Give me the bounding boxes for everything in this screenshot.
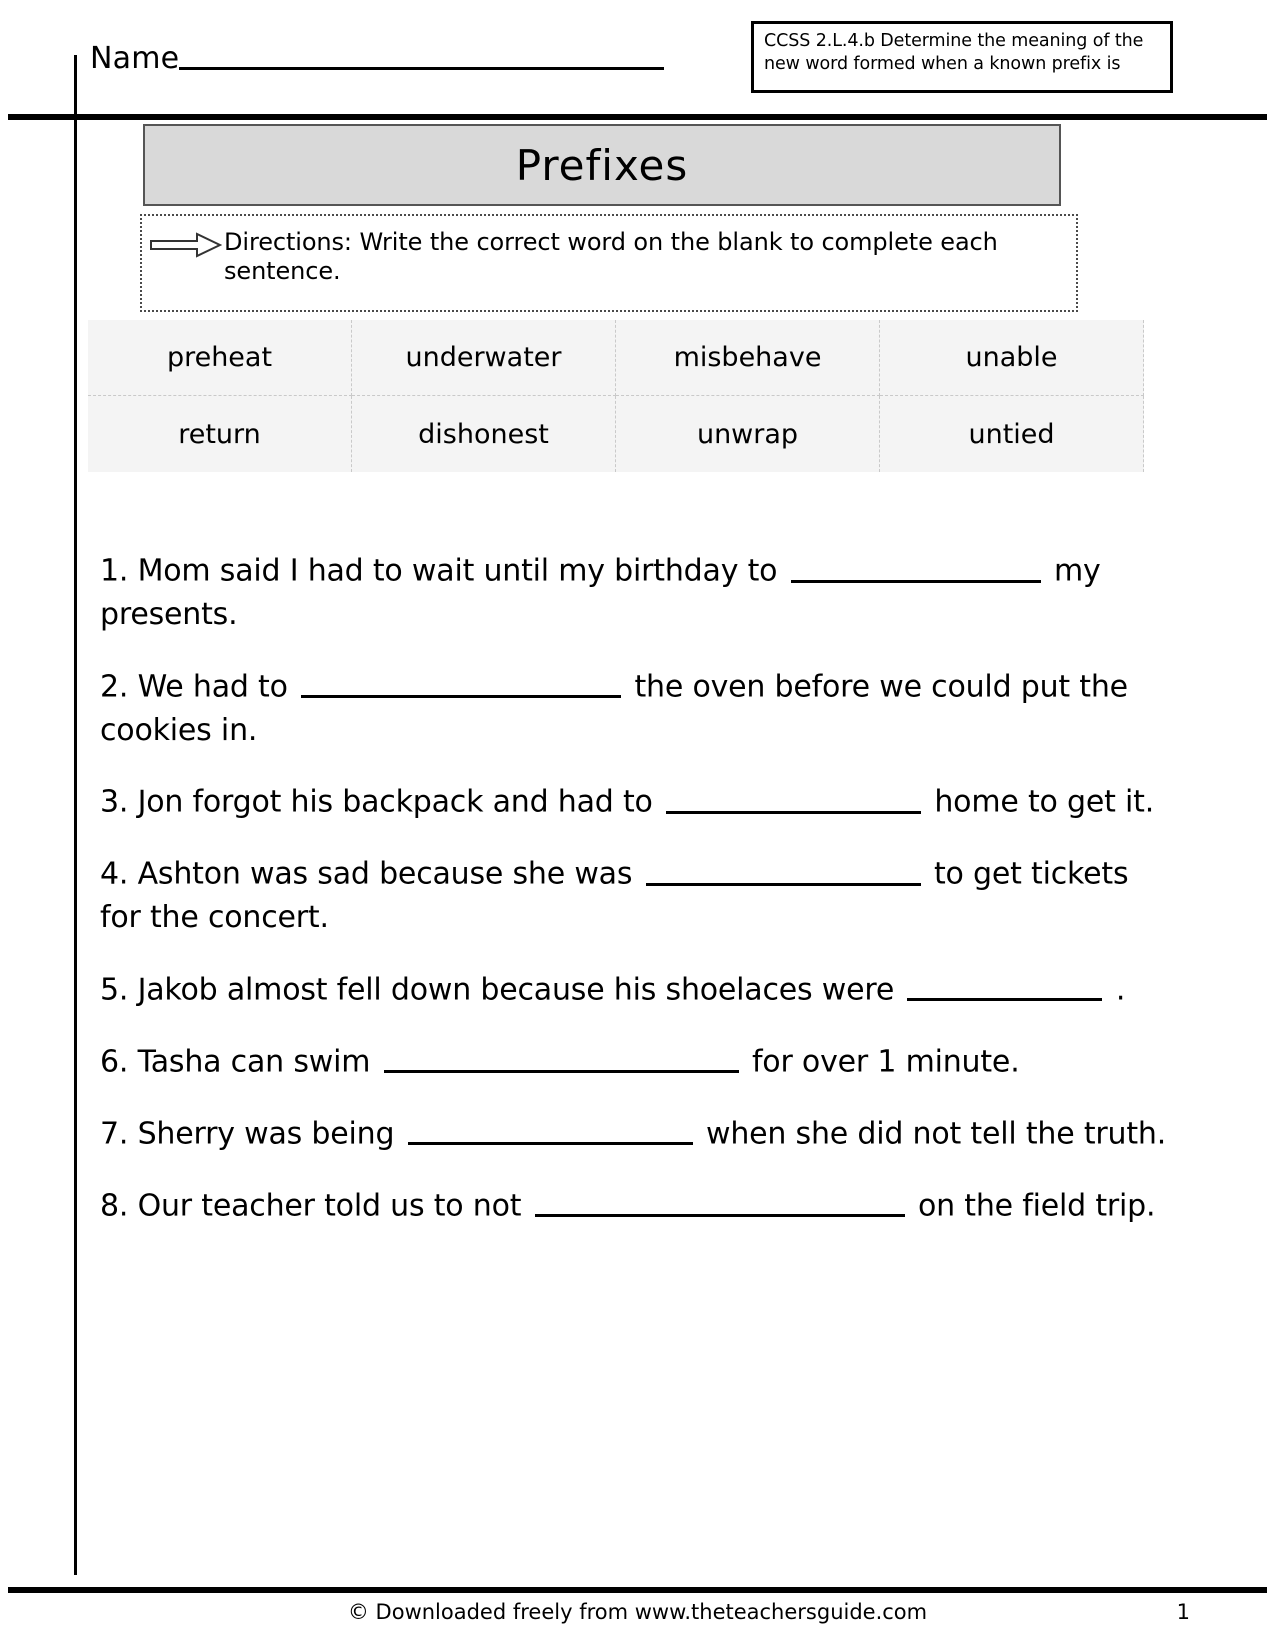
answer-blank[interactable]	[791, 548, 1041, 583]
word-bank-cell[interactable]: misbehave	[616, 320, 880, 396]
answer-blank[interactable]	[408, 1111, 693, 1146]
question-text-after: when she did not tell the truth.	[706, 1116, 1167, 1151]
question-number: 3.	[100, 784, 129, 820]
header-divider-rule	[8, 114, 1267, 120]
answer-blank[interactable]	[535, 1183, 905, 1218]
page-title: Prefixes	[515, 140, 689, 190]
name-field-row	[90, 41, 664, 76]
question-text-before: Tasha can swim	[137, 1044, 371, 1079]
answer-blank[interactable]	[384, 1039, 739, 1074]
answer-blank[interactable]	[907, 967, 1102, 1002]
question-item	[100, 664, 1170, 753]
right-arrow-icon	[150, 232, 222, 262]
question-text-before: We had to	[137, 669, 288, 704]
question-text-after: my presents.	[100, 553, 1101, 632]
question-number: 2.	[100, 669, 129, 704]
name-label: Name	[90, 41, 180, 76]
question-text-before: Ashton was sad because she was	[137, 856, 633, 892]
question-text-before: Jon forgot his backpack and had to	[137, 784, 653, 820]
question-text-after: for over 1 minute.	[751, 1044, 1020, 1079]
left-margin-rule	[74, 55, 77, 1575]
word-bank-cell[interactable]: return	[88, 396, 352, 472]
directions-box	[140, 214, 1078, 312]
question-text-after: to get tickets for the concert.	[100, 856, 1129, 935]
question-item	[100, 1039, 1170, 1084]
question-item	[100, 851, 1170, 940]
question-number: 6.	[100, 1044, 129, 1079]
word-bank-cell[interactable]: dishonest	[352, 396, 616, 472]
question-number: 8.	[100, 1188, 129, 1223]
ccss-standard-text: CCSS 2.L.4.b Determine the meaning of the new word formed when a known prefix is	[764, 31, 1144, 75]
name-input-blank[interactable]	[179, 67, 664, 70]
questions-list	[100, 548, 1170, 1255]
answer-blank[interactable]	[666, 779, 921, 814]
word-bank-table	[88, 320, 1144, 472]
question-text-after: home to get it.	[934, 784, 1155, 820]
question-item	[100, 779, 1170, 824]
question-text-before: Our teacher told us to not	[137, 1188, 522, 1223]
question-item	[100, 1183, 1170, 1228]
question-text-before: Sherry was being	[137, 1116, 395, 1151]
directions-text: Directions: Write the correct word on the blank to complete each sentence.	[224, 228, 998, 285]
answer-blank[interactable]	[646, 851, 921, 886]
question-item	[100, 1111, 1170, 1156]
word-bank-cell[interactable]: unwrap	[616, 396, 880, 472]
question-text-after: the oven before we could put the cookies in.	[100, 669, 1128, 748]
question-text-after: on the field trip.	[918, 1188, 1156, 1223]
answer-blank[interactable]	[301, 664, 621, 699]
worksheet-title-banner	[143, 124, 1061, 206]
word-bank-cell[interactable]: unable	[880, 320, 1144, 396]
question-item	[100, 548, 1170, 637]
question-number: 1.	[100, 553, 129, 589]
question-number: 7.	[100, 1116, 129, 1151]
question-text-before: Mom said I had to wait until my birthday to	[137, 553, 778, 589]
word-bank-cell[interactable]: preheat	[88, 320, 352, 396]
question-number: 5.	[100, 972, 129, 1007]
footer-divider-rule	[8, 1587, 1267, 1593]
question-item	[100, 967, 1170, 1012]
question-number: 4.	[100, 856, 129, 892]
question-text-after: .	[1115, 972, 1126, 1007]
word-bank-cell[interactable]: untied	[880, 396, 1144, 472]
word-bank-cell[interactable]: underwater	[352, 320, 616, 396]
question-text-before: Jakob almost fell down because his shoelaces were	[137, 972, 895, 1007]
page-number: 1	[1176, 1600, 1190, 1624]
ccss-standard-box	[751, 21, 1173, 93]
footer-credit: © Downloaded freely from www.theteachersguide.com	[347, 1600, 928, 1624]
